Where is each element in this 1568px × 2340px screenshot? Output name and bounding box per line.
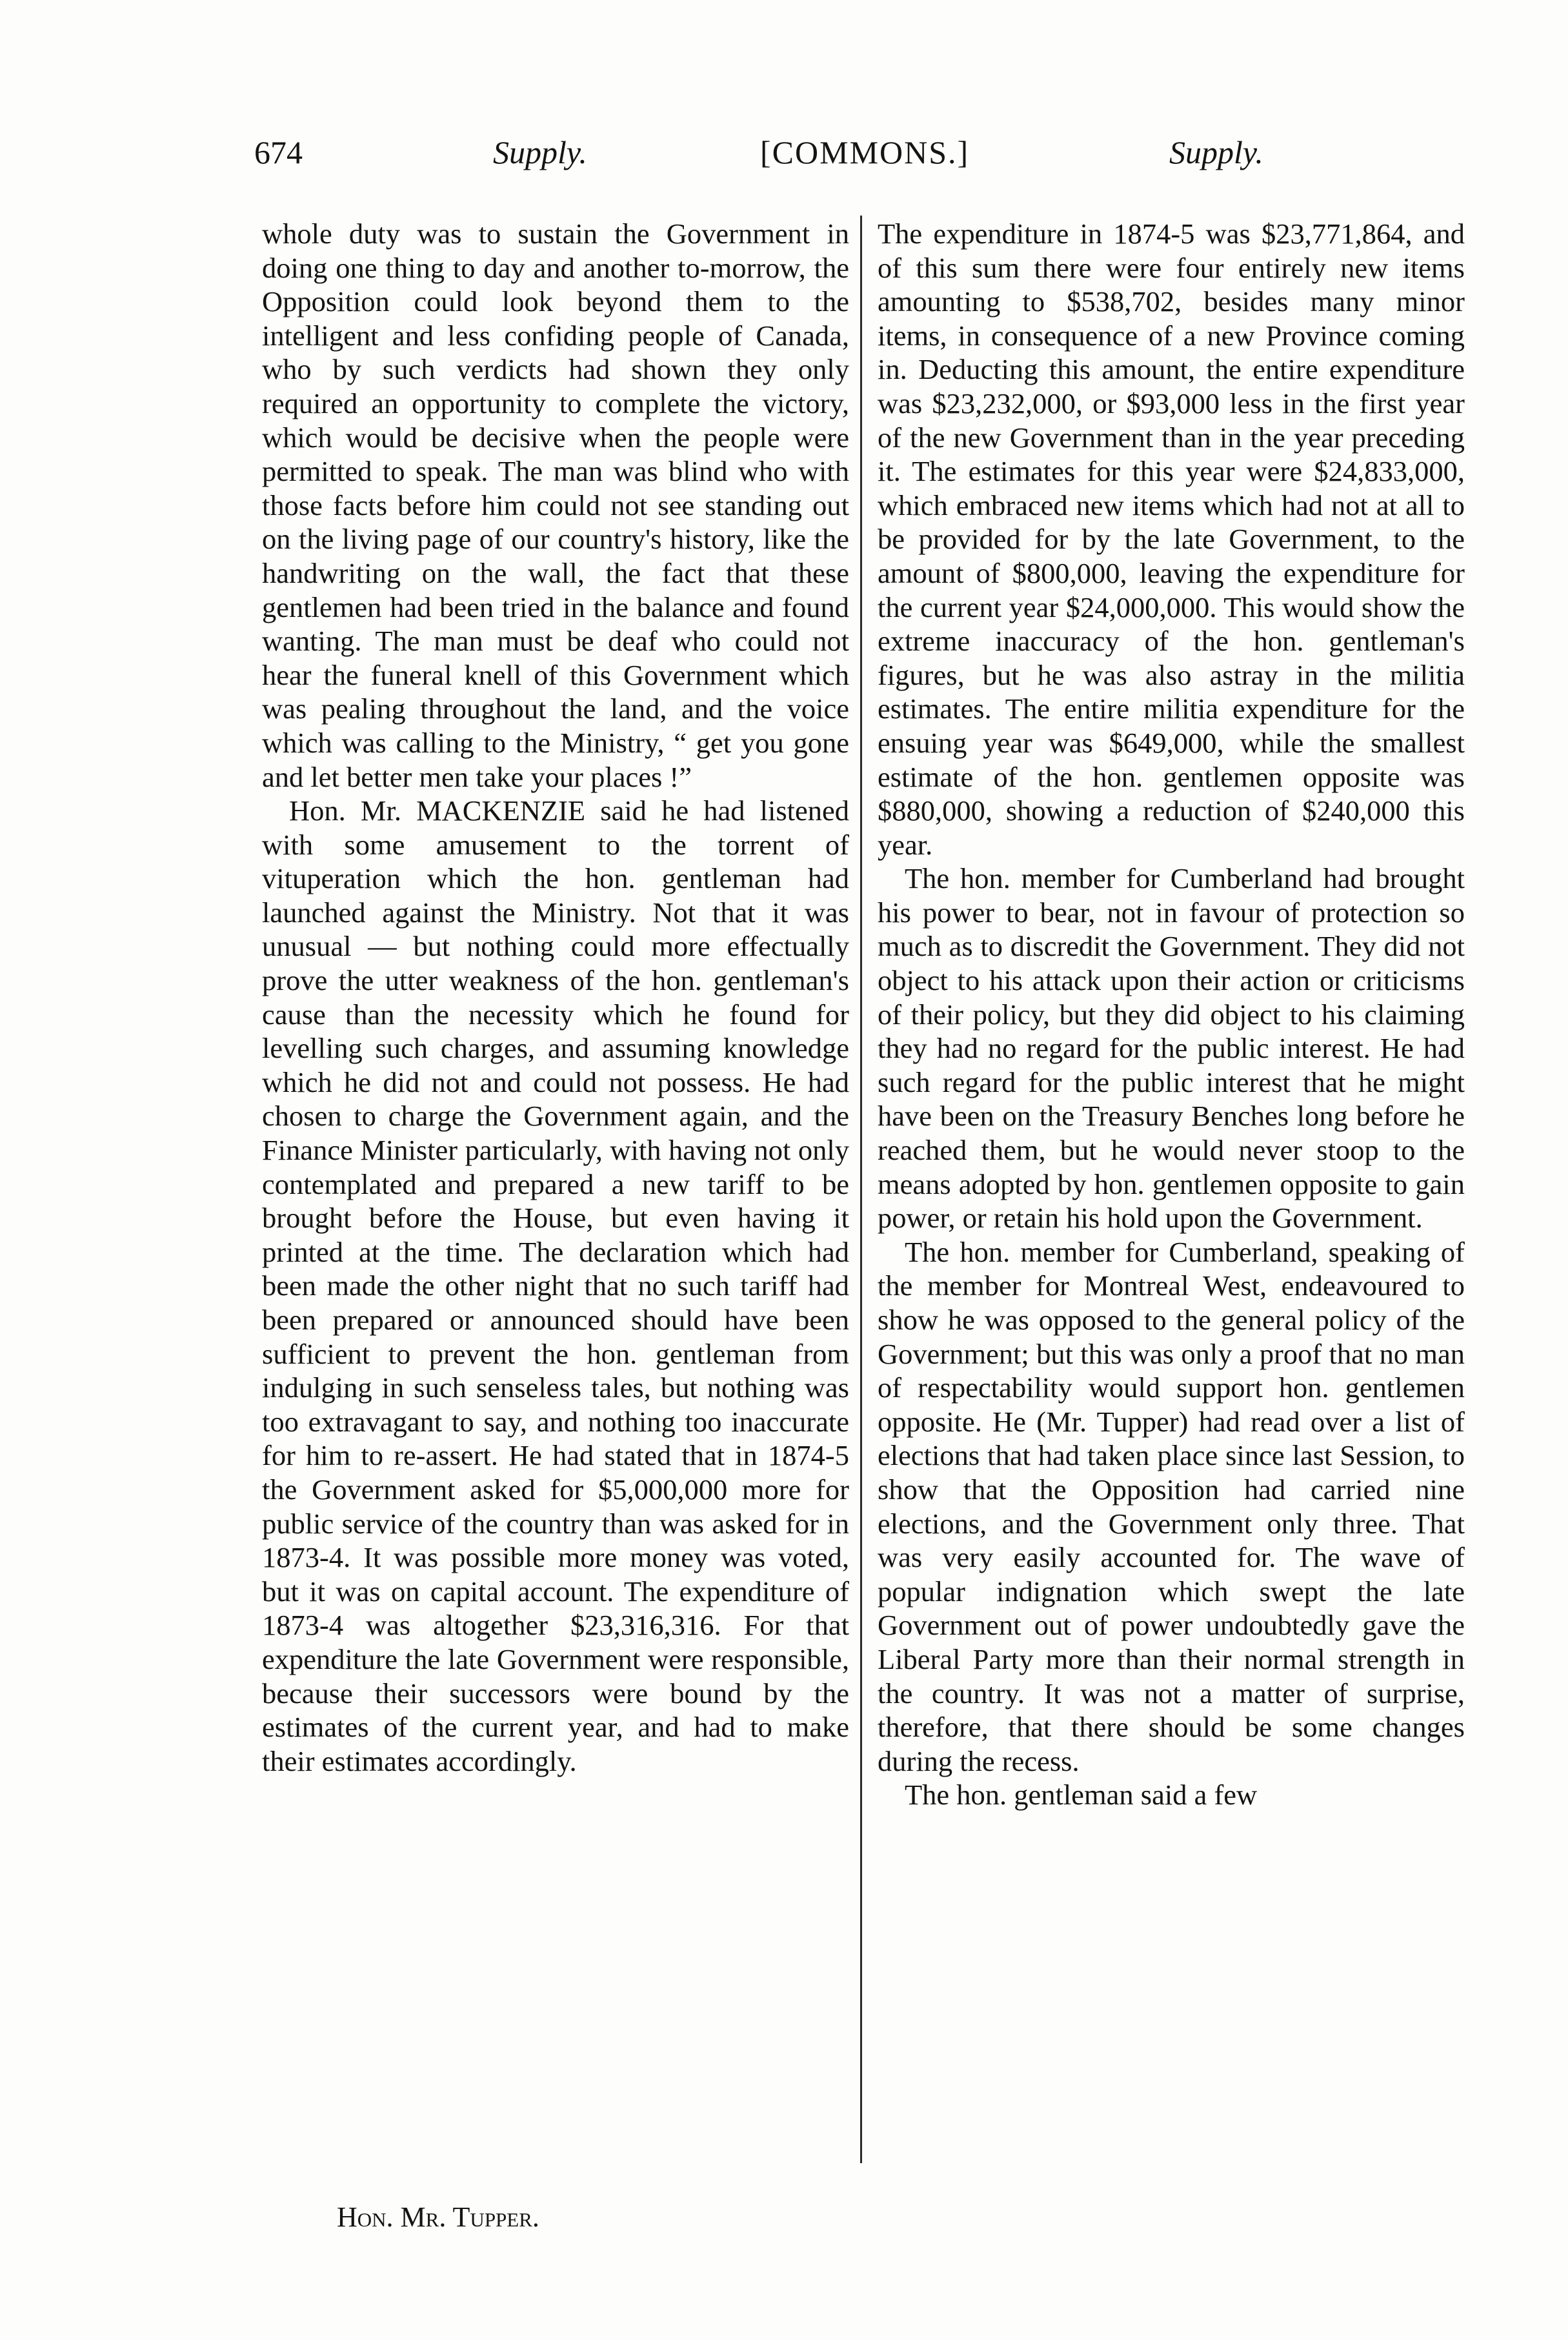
running-title-center: [COMMONS.]: [760, 134, 970, 170]
page-number: 674: [254, 134, 303, 170]
left-paragraph-2: Hon. Mr. MACKENZIE said he had listened with some amusement to the torrent of vituperation which the hon. gentleman had launched against the Ministry. Not that it was unusual — but nothing could more effectually prove the utter weakness of the hon. gentleman's cause than the necessity which he found for levelling such charges, and assuming knowledge which he did not and could not possess. He had chosen to charge the Government again, and the Finance Minister particularly, with having not only contemplated and prepared a new tariff to be brought before the House, but even having it printed at the time. The declaration which had been made the other night that no such tariff had been prepared or announced should have been sufficient to prevent the hon. gentleman from indulging in such senseless tales, but nothing was too extravagant to say, and nothing too inaccurate for him to re-assert. He had stated that in 1874-5 the Government asked for $5,000,000 more for public service of the country than was asked for in 1873-4. It was possible more money was voted, but it was on capital account. The expenditure of 1873-4 was altogether $23,316,316. For that expenditure the late Government were responsible, because their successors were bound by the estimates of the current year, and had to make their estimates accordingly.: [262, 794, 849, 1777]
left-column: [262, 217, 849, 1778]
column-divider: [860, 216, 862, 2163]
right-paragraph-3: The hon. member for Cumberland, speaking of the member for Montreal West, endeavoured to show he was opposed to the general policy of the Government; but this was only a proof that no man of respectability would support hon. gentlemen opposite. He (Mr. Tupper) had read over a list of elections that had taken place since last Session, to show that the Opposition had carried nine elections, and the Government only three. That was very easily accounted for. The wave of popular indignation which swept the late Government out of power undoubtedly gave the Liberal Party more than their normal strength in the country. It was not a matter of surprise, therefore, that there should be some changes during the recess.: [878, 1235, 1465, 1777]
left-paragraph-1: whole duty was to sustain the Government in doing one thing to day and another to-morrow, the Opposition could look beyond them to the intelligent and less confiding people of Canada, who by such verdicts had shown they only required an opportunity to complete the victory, which would be decisive when the people were permitted to speak. The man was blind who with those facts before him could not see standing out on the living page of our country's history, like the handwriting on the wall, the fact that these gentlemen had been tried in the balance and found wanting. The man must be deaf who could not hear the funeral knell of this Government which was pealing throughout the land, and the voice which was calling to the Ministry, “ get you gone and let better men take your places !”: [262, 217, 849, 793]
right-paragraph-2: The hon. member for Cumberland had brought his power to bear, not in favour of protection so much as to discredit the Government. They did not object to his attack upon their action or criticisms of their policy, but they did object to his claiming they had no regard for the public interest. He had such regard for the public interest that he might have been on the Treasury Benches long before he reached them, but he would never stoop to the means adopted by hon. gentlemen opposite to gain power, or retain his hold upon the Government.: [878, 862, 1465, 1235]
right-column: [878, 217, 1465, 1812]
catchword: Hon. Mr. Tupper.: [337, 2201, 539, 2233]
running-title-right: Supply.: [1169, 134, 1263, 170]
right-paragraph-4: The hon. gentleman said a few: [905, 1779, 1258, 1811]
right-paragraph-1: The expenditure in 1874-5 was $23,771,864, and of this sum there were four entirely new items amounting to $538,702, besides many minor items, in consequence of a new Province coming in. Deducting this amount, the entire expenditure was $23,232,000, or $93,000 less in the first year of the new Government than in the year preceding it. The estimates for this year were $24,833,000, which embraced new items which had not at all to be provided for by the late Government, to the amount of $800,000, leaving the expenditure for the current year $24,000,000. This would show the extreme inaccuracy of the hon. gentleman's figures, but he was also astray in the militia estimates. The entire militia expenditure for the ensuing year was $649,000, while the smallest estimate of the hon. gentlemen opposite was $880,000, showing a reduction of $240,000 this year.: [878, 217, 1465, 861]
running-title-left: Supply.: [493, 134, 587, 170]
